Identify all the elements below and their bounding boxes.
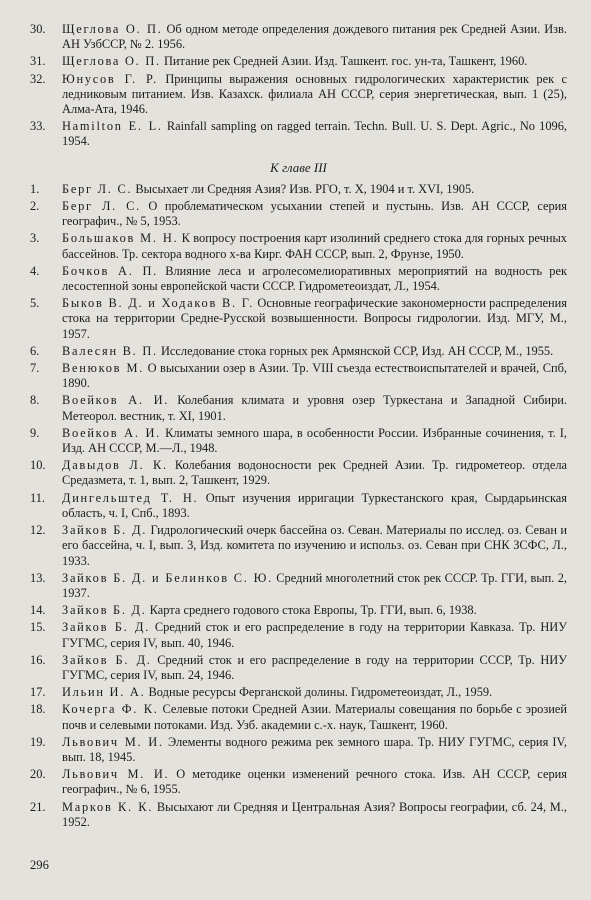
reference-author: Валесян В. П.: [62, 343, 158, 358]
reference-body: [62, 735, 567, 765]
reference-text: Опыт изучения ирригации Туркестанского края, Сырдарьинская область, ч. I, Спб., 1893.: [62, 490, 567, 520]
reference-author: Воейков А. И.: [62, 393, 170, 408]
reference-text: К вопросу построения карт изолиний среднего стока для горных речных бассейнов. Тр. сектора водного х-ва Кирг. ФАН СССР, вып. 2, Фрунзе, 1950.: [62, 231, 567, 261]
reference-number: 1.: [30, 181, 40, 196]
reference-number: 31.: [30, 54, 46, 69]
reference-item: [30, 199, 567, 229]
reference-item: [30, 393, 567, 423]
reference-list-top: [30, 22, 567, 150]
reference-number: 9.: [30, 425, 40, 440]
reference-number: 16.: [30, 652, 46, 667]
reference-item: [30, 361, 567, 391]
reference-author: Берг Л. С.: [62, 199, 141, 214]
reference-author: Берг Л. С.: [62, 181, 133, 196]
reference-body: [62, 393, 567, 423]
reference-text: Влияние леса и агролесомелиоративных мероприятий на водность рек лесостепной зоны европейской части СССР. Гидрометеоиздат, Л., 1954.: [62, 263, 567, 294]
reference-body: [62, 182, 567, 197]
reference-author: Щеглова О. П.: [62, 22, 163, 36]
reference-item: [30, 231, 567, 261]
reference-number: 6.: [30, 343, 40, 358]
reference-body: [62, 685, 567, 700]
reference-text: Об одном методе определения дождевого питания рек Средней Азии. Изв. АН УзбССР, № 2. 1956.: [62, 22, 567, 52]
reference-body: [62, 344, 567, 359]
reference-author: Юнусов Г. Р.: [62, 71, 158, 86]
reference-text: Гидрологический очерк бассейна оз. Севан. Материалы по исслед. оз. Севан и его бассейна, ч. I, вып. 3, Изд. комитета по изучению и использ. оз. Севан при СНК ЗСФС, Л., 1933.: [62, 523, 567, 568]
reference-item: [30, 72, 567, 118]
reference-author: Быков В. Д. и Ходаков В. Г.: [62, 296, 255, 311]
reference-text: Средний многолетний сток рек СССР. Тр. ГГИ, вып. 2, 1937.: [62, 570, 567, 600]
reference-author: Ильин И. А.: [62, 685, 146, 700]
reference-item: [30, 491, 567, 521]
reference-number: 7.: [30, 361, 40, 376]
reference-item: [30, 653, 567, 683]
reference-item: [30, 22, 567, 52]
reference-author: Львович М. И.: [62, 734, 164, 749]
reference-number: 32.: [30, 71, 46, 86]
reference-item: [30, 344, 567, 359]
reference-item: [30, 426, 567, 456]
reference-item: [30, 54, 567, 69]
reference-item: [30, 603, 567, 618]
reference-body: [62, 54, 567, 69]
reference-body: [62, 702, 567, 732]
reference-text: О проблематическом усыхании степей и пустынь. Изв. АН СССР, серия географич., № 5, 1953.: [62, 199, 567, 229]
reference-text: Селевые потоки Средней Азии. Материалы совещания по борьбе с эрозией почв и селевыми потоками. Изд. Узб. академии с.-х. наук, Ташкент, 1960.: [62, 702, 567, 732]
reference-item: [30, 264, 567, 294]
reference-item: [30, 296, 567, 342]
reference-author: Львович М. И.: [62, 767, 170, 782]
reference-body: [62, 458, 567, 488]
reference-body: [62, 231, 567, 261]
reference-item: [30, 119, 567, 149]
reference-item: [30, 620, 567, 650]
reference-text: Климаты земного шара, в особенности России. Избранные сочинения, т. I, Изд. АН СССР, М.—Л., 1948.: [62, 425, 567, 456]
reference-body: [62, 199, 567, 229]
reference-text: Rainfall sampling on ragged terrain. Techn. Bull. U. S. Dept. Agric., No 1096, 1954.: [62, 119, 567, 149]
reference-number: 3.: [30, 231, 40, 246]
reference-number: 10.: [30, 458, 46, 473]
reference-text: Водные ресурсы Ферганской долины. Гидрометеоиздат, Л., 1959.: [145, 685, 493, 700]
reference-body: [62, 264, 567, 294]
reference-text: Средний сток и его распределение в году на территории Кавказа. Тр. НИУ ГУГМС, серия IV, вып. 40, 1946.: [62, 620, 567, 650]
reference-body: [62, 523, 567, 569]
reference-text: Высыхает ли Средняя Азия? Изв. РГО, т. X, 1904 и т. XVI, 1905.: [132, 181, 475, 196]
reference-item: [30, 800, 567, 830]
section-title: К главе III: [270, 159, 327, 175]
reference-item: [30, 523, 567, 569]
reference-number: 12.: [30, 523, 46, 538]
reference-list-chapter-3: [30, 182, 567, 830]
reference-author: Зайков Б. Д.: [62, 523, 148, 538]
reference-number: 18.: [30, 702, 46, 717]
reference-number: 20.: [30, 767, 46, 782]
reference-text: Элементы водного режима рек земного шара. Тр. НИУ ГУГМС, серия IV, вып. 18, 1945.: [62, 734, 567, 764]
reference-body: [62, 767, 567, 797]
reference-number: 15.: [30, 620, 46, 635]
reference-item: [30, 458, 567, 488]
reference-item: [30, 702, 567, 732]
reference-number: 33.: [30, 119, 46, 134]
reference-body: [62, 296, 567, 342]
reference-number: 5.: [30, 296, 40, 311]
reference-number: 13.: [30, 570, 46, 585]
reference-author: Давыдов Л. К.: [62, 458, 168, 473]
reference-body: [62, 119, 567, 149]
reference-text: Исследование стока горных рек Армянской ССР, Изд. АН СССР, М., 1955.: [157, 343, 554, 358]
reference-body: [62, 491, 567, 521]
reference-text: О высыхании озер в Азии. Тр. VIII съезда естествоиспытателей и врачей, Спб, 1890.: [62, 361, 567, 391]
reference-text: Карта среднего годового стока Европы, Тр. ГГИ, вып. 6, 1938.: [146, 603, 477, 618]
reference-body: [62, 620, 567, 650]
reference-text: О методике оценки изменений речного стока. Изв. АН СССР, серия географич., № 6, 1955.: [62, 767, 567, 797]
reference-number: 17.: [30, 685, 46, 700]
reference-text: Основные географические закономерности распределения стока на территории Средне-Русской возвышенности. Вопросы гидрологии. Изд. МГУ, М., 1957.: [62, 296, 567, 341]
reference-number: 30.: [30, 22, 46, 36]
reference-body: [62, 72, 567, 118]
reference-text: Колебания водоносности рек Средней Азии. Тр. гидрометеор. отдела Средазмета, т. 1, вып. 2, Ташкент, 1929.: [62, 458, 568, 488]
reference-author: Марков К. К.: [62, 799, 154, 814]
reference-author: Hamilton E. L.: [62, 119, 163, 134]
reference-text: Средний сток и его распределение в году на территории СССР, Тр. НИУ ГУГМС, серия IV, вып. 24, 1946.: [62, 652, 567, 682]
reference-number: 11.: [30, 490, 46, 505]
reference-text: Принципы выражения основных гидрологических характеристик рек с ледниковым питанием. Изв. Казахск. филиала АН СССР, серия энергетическая, вып. 1 (25), Алма-Ата, 1946.: [62, 71, 567, 117]
reference-author: Зайков Б. Д.: [62, 603, 147, 618]
reference-text: Питание рек Средней Азии. Изд. Ташкент. гос. ун-та, Ташкент, 1960.: [160, 54, 528, 69]
reference-author: Дингельштед Т. Н.: [62, 490, 199, 505]
reference-number: 2.: [30, 199, 40, 214]
reference-text: Высыхают ли Средняя и Центральная Азия? Вопросы географии, сб. 24, М., 1952.: [62, 799, 567, 829]
reference-author: Зайков Б. Д. и Белинков С. Ю.: [62, 570, 273, 585]
reference-body: [62, 22, 567, 52]
reference-number: 19.: [30, 734, 46, 749]
reference-author: Зайков Б. Д.: [62, 652, 152, 667]
reference-body: [62, 361, 567, 391]
reference-author: Бочков А. П.: [62, 263, 158, 278]
reference-number: 14.: [30, 603, 46, 618]
reference-author: Большаков М. Н.: [62, 231, 179, 246]
page-number: 296: [30, 858, 49, 872]
reference-text: Колебания климата и уровня озер Туркестана и Западной Сибири. Метеорол. вестник, т. XI, 1901.: [62, 393, 567, 423]
reference-author: Воейков А. И.: [62, 425, 161, 440]
reference-author: Щеглова О. П.: [62, 54, 161, 69]
reference-body: [62, 800, 567, 830]
reference-body: [62, 653, 567, 683]
reference-body: [62, 603, 567, 618]
reference-number: 21.: [30, 799, 46, 814]
reference-item: [30, 571, 567, 601]
reference-item: [30, 182, 567, 197]
reference-author: Кочерга Ф. К.: [62, 702, 159, 717]
reference-number: 8.: [30, 393, 40, 408]
reference-body: [62, 426, 567, 456]
reference-number: 4.: [30, 263, 40, 278]
reference-item: [30, 767, 567, 797]
reference-author: Зайков Б. Д.: [62, 620, 151, 635]
reference-item: [30, 735, 567, 765]
reference-body: [62, 571, 567, 601]
reference-item: [30, 685, 567, 700]
reference-author: Венюков М.: [62, 361, 145, 376]
